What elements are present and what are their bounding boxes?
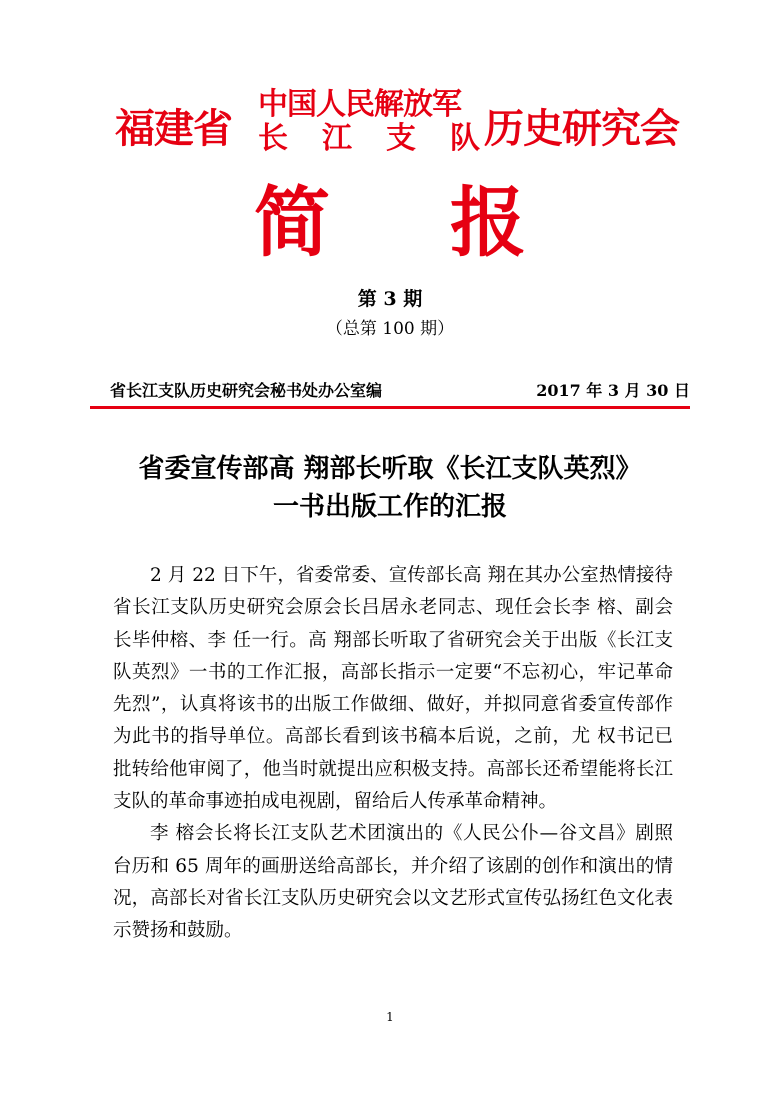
masthead-society: 历史研究会: [484, 106, 679, 152]
masthead-unit-name: [258, 122, 480, 156]
issue-total-number: （总第 100 期）: [325, 319, 455, 339]
issue-number: 第 3 期: [357, 288, 423, 310]
red-divider-rule: [90, 406, 690, 409]
bulletin-title-char: 报: [450, 178, 526, 267]
article-title-line: 省委宣传部高 翔部长听取《长江支队英烈》: [138, 454, 642, 484]
publication-info-row: [90, 378, 690, 402]
masthead-army-name: 中国人民解放军: [258, 87, 461, 122]
article-paragraph: 2 月 22 日下午，省委常委、宣传部长高 翔在其办公室热情接待省长江支队历史研究会原会长吕居永老同志、现任会长李 榕、副会长毕仲榕、李 任一行。高 翔部长听取了省研究会关于出版《长江支队英烈》一书的工作汇报，高部长指示一定要“不忘初心，牢记革命先烈”，认真将该书的出版工作做细、做好，并拟同意省委宣传部作为此书的指导单位。高部长看到该书稿本后说，之前，尤 权书记已批转给他审阅了，他当时就提出应积极支持。高部长还希望能将长江支队的革命事迹拍成电视剧，留给后人传承革命精神。: [113, 565, 673, 813]
masthead-unit-char: 队: [450, 121, 480, 156]
article-title-line: 一书出版工作的汇报: [272, 492, 507, 522]
article-body: [113, 560, 673, 948]
bulletin-title: [0, 178, 780, 268]
editor-office: 省长江支队历史研究会秘书处办公室编: [110, 381, 383, 400]
page-number: 1: [386, 1010, 394, 1024]
article-title: [0, 450, 780, 526]
masthead-unit-char: 支: [386, 121, 416, 156]
publication-date: 2017 年 3 月 30 日: [536, 381, 690, 400]
masthead-unit-char: 长: [258, 121, 288, 156]
masthead-province: 福建省: [115, 106, 232, 152]
article-paragraph: 李 榕会长将长江支队艺术团演出的《人民公仆—谷文昌》剧照台历和 65 周年的画册送给高部长，并介绍了该剧的创作和演出的情况，高部长对省长江支队历史研究会以文艺形式宣传弘扬红色文化表示赞扬和鼓励。: [113, 823, 673, 942]
masthead: [0, 88, 780, 158]
masthead-unit-char: 江: [322, 121, 352, 156]
bulletin-title-char: 简: [254, 178, 330, 267]
